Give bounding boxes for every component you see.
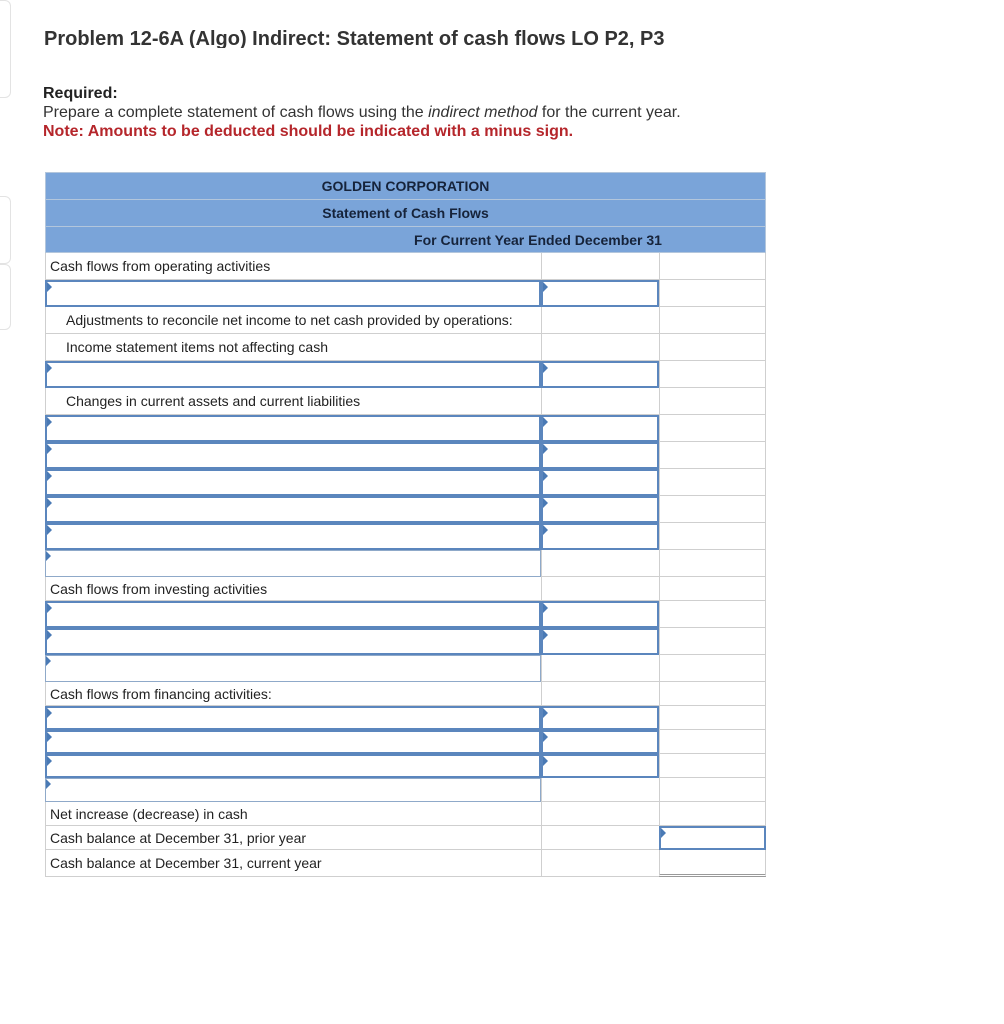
empty-cell (541, 778, 659, 802)
table-row (45, 778, 766, 802)
empty-cell (659, 628, 766, 655)
amount-input[interactable] (541, 706, 659, 730)
operating-heading: Cash flows from operating activities (45, 253, 541, 280)
empty-cell (659, 778, 766, 802)
empty-cell (659, 442, 766, 469)
non-cash-items-label: Income statement items not affecting cash (45, 334, 541, 361)
change-item-input[interactable] (45, 442, 541, 469)
empty-cell (659, 496, 766, 523)
current-balance-label: Cash balance at December 31, current year (45, 850, 541, 877)
amount-input[interactable] (541, 730, 659, 754)
financing-heading: Cash flows from financing activities: (45, 682, 541, 706)
change-item-input[interactable] (45, 469, 541, 496)
side-tab (0, 264, 11, 330)
empty-cell (659, 361, 766, 388)
problem-title: Problem 12-6A (Algo) Indirect: Statement of cash flows LO P2, P3 (44, 28, 665, 48)
table-row (45, 655, 766, 682)
net-change-label: Net increase (decrease) in cash (45, 802, 541, 826)
prior-balance-label: Cash balance at December 31, prior year (45, 826, 541, 850)
table-row (45, 730, 766, 754)
table-row (45, 826, 766, 850)
amount-input[interactable] (541, 496, 659, 523)
table-row (45, 280, 766, 307)
amount-input[interactable] (541, 601, 659, 628)
empty-cell (659, 754, 766, 778)
empty-cell (659, 550, 766, 577)
empty-cell (541, 550, 659, 577)
table-row (45, 307, 766, 334)
empty-cell (659, 730, 766, 754)
table-row (45, 850, 766, 877)
operating-total-input[interactable] (45, 550, 541, 577)
current-balance-cell (659, 850, 766, 877)
change-item-input[interactable] (45, 415, 541, 442)
change-item-input[interactable] (45, 523, 541, 550)
cash-flow-worksheet (45, 172, 766, 877)
empty-cell (541, 577, 659, 601)
empty-cell (659, 655, 766, 682)
amount-input[interactable] (541, 628, 659, 655)
empty-cell (659, 706, 766, 730)
required-label: Required: (43, 85, 118, 102)
empty-cell (659, 469, 766, 496)
company-name: GOLDEN CORPORATION (45, 172, 766, 199)
table-row (45, 253, 766, 280)
adjustment-item-input[interactable] (45, 361, 541, 388)
table-row (45, 577, 766, 601)
empty-cell (659, 682, 766, 706)
table-row (45, 388, 766, 415)
change-item-input[interactable] (45, 496, 541, 523)
amount-input[interactable] (541, 361, 659, 388)
investing-item-input[interactable] (45, 628, 541, 655)
table-row (45, 469, 766, 496)
operating-item-input[interactable] (45, 280, 541, 307)
note-text: Note: Amounts to be deducted should be indicated with a minus sign. (43, 123, 574, 140)
statement-name: Statement of Cash Flows (45, 199, 766, 226)
empty-cell (659, 334, 766, 361)
table-row (45, 682, 766, 706)
table-row (45, 706, 766, 730)
instructions (43, 84, 943, 141)
prior-balance-input[interactable] (659, 826, 766, 850)
empty-cell (541, 388, 659, 415)
adjustments-label: Adjustments to reconcile net income to net cash provided by operations: (45, 307, 541, 334)
investing-item-input[interactable] (45, 601, 541, 628)
empty-cell (659, 601, 766, 628)
table-row (45, 754, 766, 778)
empty-cell (659, 577, 766, 601)
table-row (45, 442, 766, 469)
financing-item-input[interactable] (45, 754, 541, 778)
empty-cell (541, 826, 659, 850)
table-row (45, 523, 766, 550)
financing-total-input[interactable] (45, 778, 541, 802)
side-tab (0, 196, 11, 264)
investing-heading: Cash flows from investing activities (45, 577, 541, 601)
amount-input[interactable] (541, 442, 659, 469)
empty-cell (659, 415, 766, 442)
empty-cell (659, 802, 766, 826)
table-row (45, 334, 766, 361)
empty-cell (659, 523, 766, 550)
empty-cell (541, 802, 659, 826)
table-row (45, 601, 766, 628)
method-emphasis: indirect method (428, 104, 538, 121)
statement-period: For Current Year Ended December 31 (45, 226, 766, 253)
amount-input[interactable] (541, 469, 659, 496)
amount-input[interactable] (541, 754, 659, 778)
required-text-part: for the current year. (537, 104, 681, 121)
table-row (45, 496, 766, 523)
table-row (45, 802, 766, 826)
empty-cell (541, 682, 659, 706)
amount-input[interactable] (541, 523, 659, 550)
empty-cell (541, 253, 659, 280)
empty-cell (659, 388, 766, 415)
table-row (45, 415, 766, 442)
investing-total-input[interactable] (45, 655, 541, 682)
required-text-part: Prepare a complete statement of cash flows using the (43, 104, 429, 121)
empty-cell (541, 307, 659, 334)
empty-cell (659, 307, 766, 334)
financing-item-input[interactable] (45, 706, 541, 730)
table-row (45, 628, 766, 655)
changes-label: Changes in current assets and current liabilities (45, 388, 541, 415)
financing-item-input[interactable] (45, 730, 541, 754)
table-row (45, 361, 766, 388)
empty-cell (541, 655, 659, 682)
amount-input[interactable] (541, 415, 659, 442)
amount-input[interactable] (541, 280, 659, 307)
empty-cell (541, 850, 659, 877)
required-text (43, 103, 943, 122)
side-tab (0, 0, 11, 98)
empty-cell (659, 280, 766, 307)
empty-cell (659, 253, 766, 280)
table-row (45, 550, 766, 577)
empty-cell (541, 334, 659, 361)
